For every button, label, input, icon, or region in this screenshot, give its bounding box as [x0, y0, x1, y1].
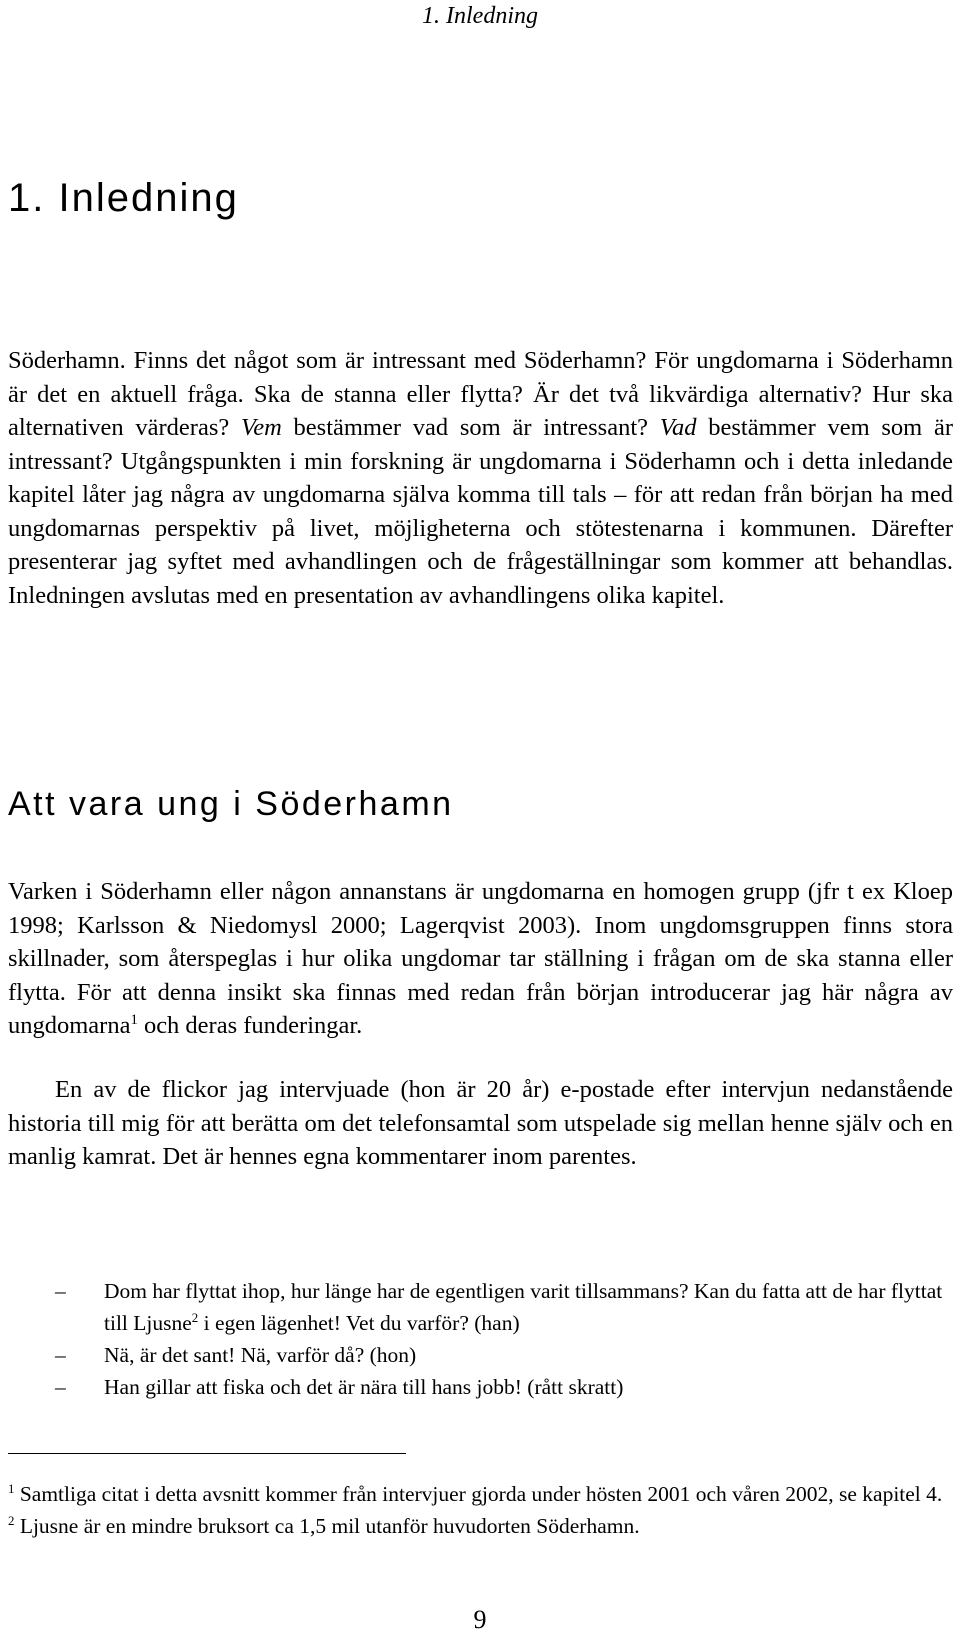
section-paragraph-2: En av de flickor jag intervjuade (hon är 20 år) e-postade efter intervjun nedanstående historia till mig för att berätta om det telefonsamtal som utspelade sig mellan henne själv och en manlig kamrat. Det är hennes egna kommentarer inom parentes. [8, 1076, 953, 1170]
intro-emphasis-vem: Vem [240, 414, 282, 441]
section-title: Att vara ung i Söderhamn [8, 785, 454, 823]
quote-text: i egen lägenhet! Vet du varför? (han) [198, 1311, 520, 1335]
quote-dash: – [55, 1279, 66, 1303]
running-header: 1. Inledning [422, 3, 538, 29]
chapter-title: 1. Inledning [8, 176, 239, 220]
footnote-1-text: Samtliga citat i detta avsnitt kommer från intervjuer gjorda under hösten 2001 och våren 2002, se kapitel 4. [14, 1482, 943, 1506]
section-paragraph-1-text-a: Varken i Söderhamn eller någon annanstans är ungdomarna en homogen grupp (jfr t ex Kloep 1998; Karlsson & Niedomysl 2000; Lagerqvist 2003). Inom ungdomsgruppen finns stora skillnader, som återspeglas i hur olika ungdomar tar ställning i frågan om de ska stanna eller flytta. För att denna insikt ska finnas med redan från början introducerar jag här några av ungdomarna [8, 878, 953, 1039]
footnote-separator [8, 1453, 406, 1454]
quote-dash: – [55, 1343, 66, 1367]
footnote-1 [8, 1478, 953, 1510]
intro-questions-a: Söderhamn. Finns det något som är intressant med Söderhamn? För ungdomarna i Söderhamn är det en aktuell fråga. Ska de stanna eller flytta? Är det två likvärdiga alternativ? Hur ska alternativen värderas? [8, 347, 953, 441]
quote-item [8, 1275, 953, 1339]
footnotes [8, 1478, 953, 1542]
quote-item [8, 1339, 953, 1371]
intro-questions-b: bestämmer vad som är intressant? [281, 414, 660, 441]
quote-text: Nä, är det sant! Nä, varför då? (hon) [104, 1343, 417, 1367]
footnote-2-mark: 2 [8, 1513, 15, 1528]
footnote-ref-2[interactable]: 2 [191, 1310, 199, 1325]
section-paragraph-1-text-b: och deras funderingar. [137, 1012, 363, 1039]
section-paragraph-1 [8, 875, 953, 1043]
intro-emphasis-vad: Vad [659, 414, 697, 441]
intro-questions-c: bestämmer vem som är intressant? [8, 414, 954, 475]
quote-dash: – [55, 1375, 66, 1399]
intro-body: Utgångspunkten i min forskning är ungdomarna i Söderhamn och i detta inledande kapitel låter jag några av ungdomarna själva komma till tals – för att redan från början ha med ungdomarnas perspektiv på livet, möjligheterna och stötestenarna i kommunen. Därefter presenterar jag syftet med avhandlingen och de frågeställningar som kommer att behandlas. Inledningen avslutas med en presentation av avhandlingens olika kapitel. [8, 447, 953, 609]
quote-text: Han gillar att fiska och det är nära till hans jobb! (rått skratt) [104, 1375, 624, 1399]
footnote-ref-1[interactable]: 1 [130, 1011, 138, 1028]
footnote-2 [8, 1510, 953, 1542]
dialogue-quote-list [8, 1275, 953, 1403]
intro-paragraph [8, 344, 953, 612]
footnote-2-text: Ljusne är en mindre bruksort ca 1,5 mil utanför huvudorten Söderhamn. [14, 1514, 640, 1538]
page-number: 9 [473, 1605, 487, 1634]
quote-text: Dom har flyttat ihop, hur länge har de egentligen varit tillsammans? Kan du fatta att de har flyttat till Ljusne [104, 1279, 943, 1335]
quote-item [8, 1371, 953, 1403]
footnote-1-mark: 1 [8, 1481, 15, 1496]
